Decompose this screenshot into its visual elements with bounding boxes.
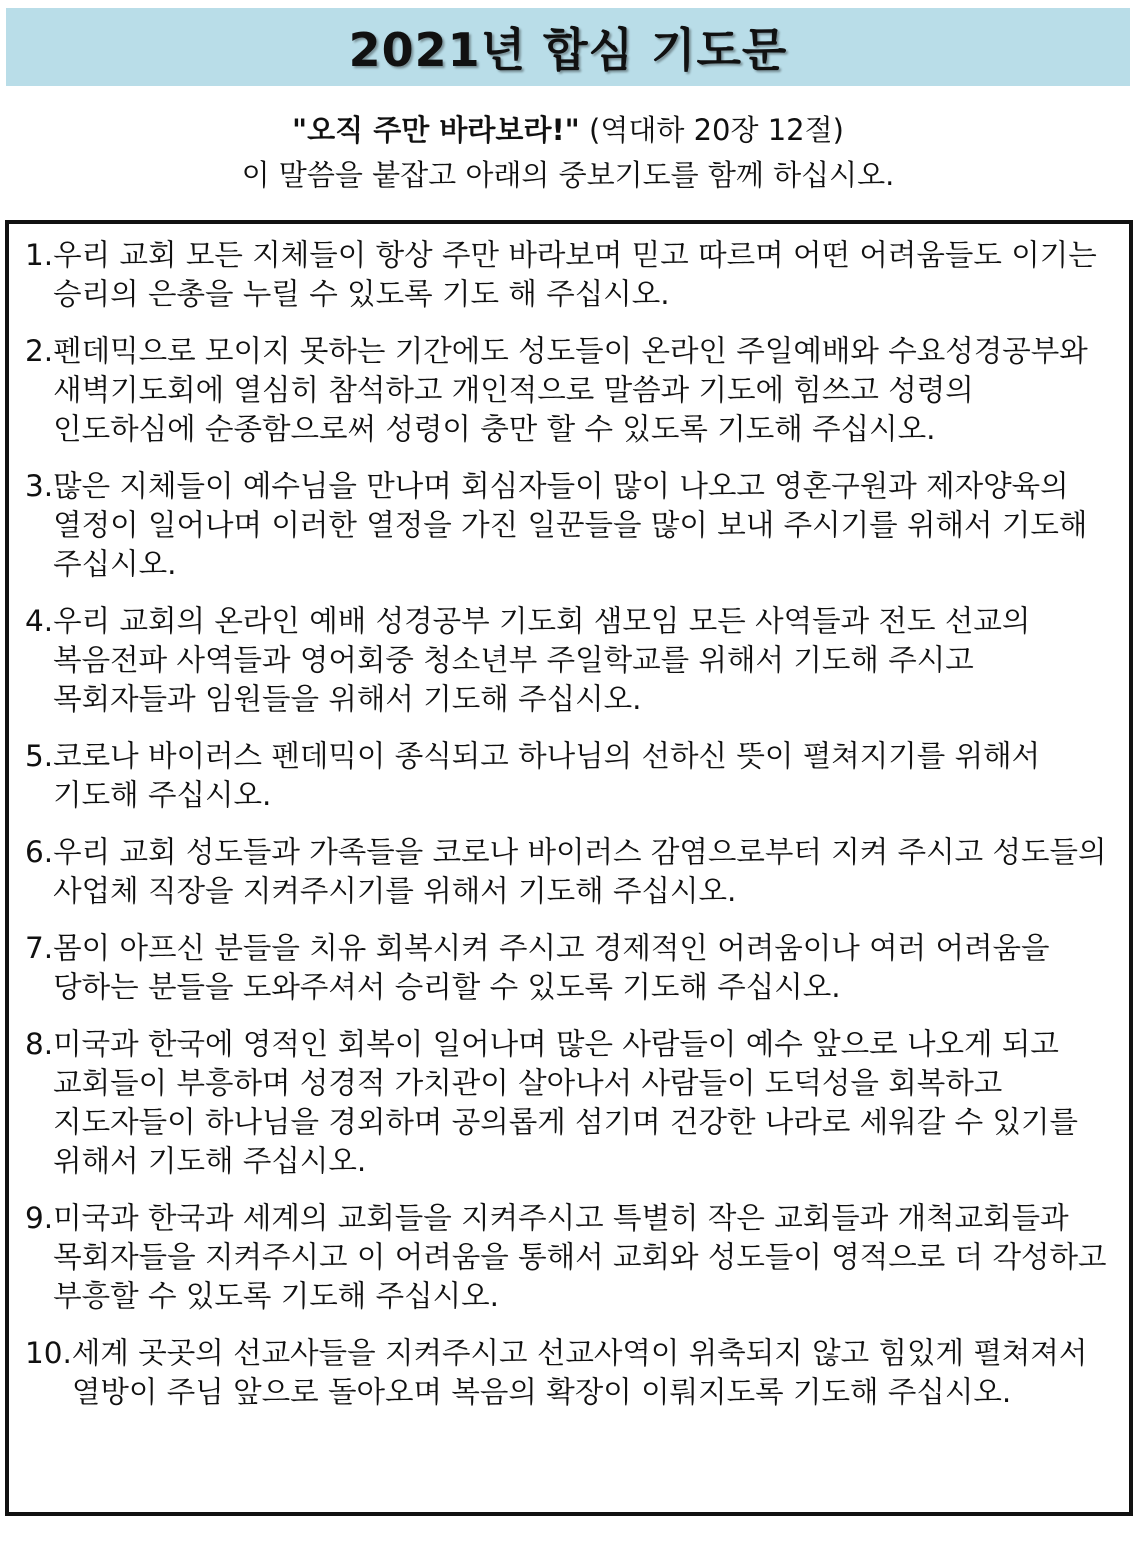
instruction-text: 이 말씀을 붙잡고 아래의 중보기도를 함께 하십시오.	[241, 158, 895, 192]
prayer-number: 2.	[25, 334, 54, 368]
prayer-item	[25, 1199, 1111, 1316]
page-title: 2021년 합심 기도문	[348, 23, 788, 77]
prayer-item	[25, 737, 1111, 815]
prayer-text: 펜데믹으로 모이지 못하는 기간에도 성도들이 온라인 주일예배와 수요성경공부와 새벽기도회에 열심히 참석하고 개인적으로 말씀과 기도에 힘쓰고 성령의 인도하심에 순종함으로써 성령이 충만 할 수 있도록 기도해 주십시오.	[53, 334, 1088, 446]
prayer-number: 3.	[25, 469, 54, 503]
prayer-item	[25, 833, 1111, 911]
prayer-item	[25, 467, 1111, 584]
verse-reference: (역대하 20장 12절)	[589, 113, 844, 147]
prayer-item	[25, 332, 1111, 449]
prayer-number: 9.	[25, 1201, 54, 1235]
prayer-text: 우리 교회 성도들과 가족들을 코로나 바이러스 감염으로부터 지켜 주시고 성도들의 사업체 직장을 지켜주시기를 위해서 기도해 주십시오.	[53, 835, 1107, 908]
prayer-list-box	[5, 220, 1133, 1516]
prayer-text: 미국과 한국과 세계의 교회들을 지켜주시고 특별히 작은 교회들과 개척교회들과 목회자들을 지켜주시고 이 어려움을 통해서 교회와 성도들이 영적으로 더 각성하고 부흥할 수 있도록 기도해 주십시오.	[53, 1201, 1107, 1313]
prayer-number: 10.	[25, 1336, 72, 1370]
prayer-number: 5.	[25, 739, 54, 773]
prayer-item	[25, 1025, 1111, 1181]
verse-quote: "오직 주만 바라보라!"	[292, 113, 580, 147]
prayer-number: 1.	[25, 238, 54, 272]
prayer-item	[25, 1334, 1111, 1412]
prayer-item	[25, 929, 1111, 1007]
prayer-text: 많은 지체들이 예수님을 만나며 회심자들이 많이 나오고 영혼구원과 제자양육의 열정이 일어나며 이러한 열정을 가진 일꾼들을 많이 보내 주시기를 위해서 기도해 주십시오.	[53, 469, 1088, 581]
prayer-text: 우리 교회의 온라인 예배 성경공부 기도회 샘모임 모든 사역들과 전도 선교의 복음전파 사역들과 영어회중 청소년부 주일학교를 위해서 기도해 주시고 목회자들과 임원들을 위해서 기도해 주십시오.	[53, 604, 1031, 716]
prayer-item	[25, 236, 1111, 314]
prayer-item	[25, 602, 1111, 719]
prayer-number: 6.	[25, 835, 54, 869]
prayer-number: 7.	[25, 931, 54, 965]
prayer-number: 8.	[25, 1027, 54, 1061]
prayer-text: 우리 교회 모든 지체들이 항상 주만 바라보며 믿고 따르며 어떤 어려움들도 이기는 승리의 은총을 누릴 수 있도록 기도 해 주십시오.	[53, 238, 1097, 311]
prayer-text: 몸이 아프신 분들을 치유 회복시켜 주시고 경제적인 어려움이나 여러 어려움을 당하는 분들을 도와주셔서 승리할 수 있도록 기도해 주십시오.	[53, 931, 1050, 1004]
prayer-list	[9, 224, 1129, 1412]
prayer-number: 4.	[25, 604, 54, 638]
prayer-text: 코로나 바이러스 펜데믹이 종식되고 하나님의 선하신 뜻이 펼쳐지기를 위해서 기도해 주십시오.	[53, 739, 1041, 812]
prayer-text: 미국과 한국에 영적인 회복이 일어나며 많은 사람들이 예수 앞으로 나오게 되고 교회들이 부흥하며 성경적 가치관이 살아나서 사람들이 도덕성을 회복하고 지도자들이 하나님을 경외하며 공의롭게 섬기며 건강한 나라로 세워갈 수 있기를 위해서 기도해 주십시오.	[53, 1027, 1078, 1178]
title-banner	[6, 8, 1130, 86]
verse-line	[0, 110, 1136, 150]
prayer-text: 세계 곳곳의 선교사들을 지켜주시고 선교사역이 위축되지 않고 힘있게 펼쳐져서 열방이 주님 앞으로 돌아오며 복음의 확장이 이뤄지도록 기도해 주십시오.	[71, 1336, 1088, 1409]
